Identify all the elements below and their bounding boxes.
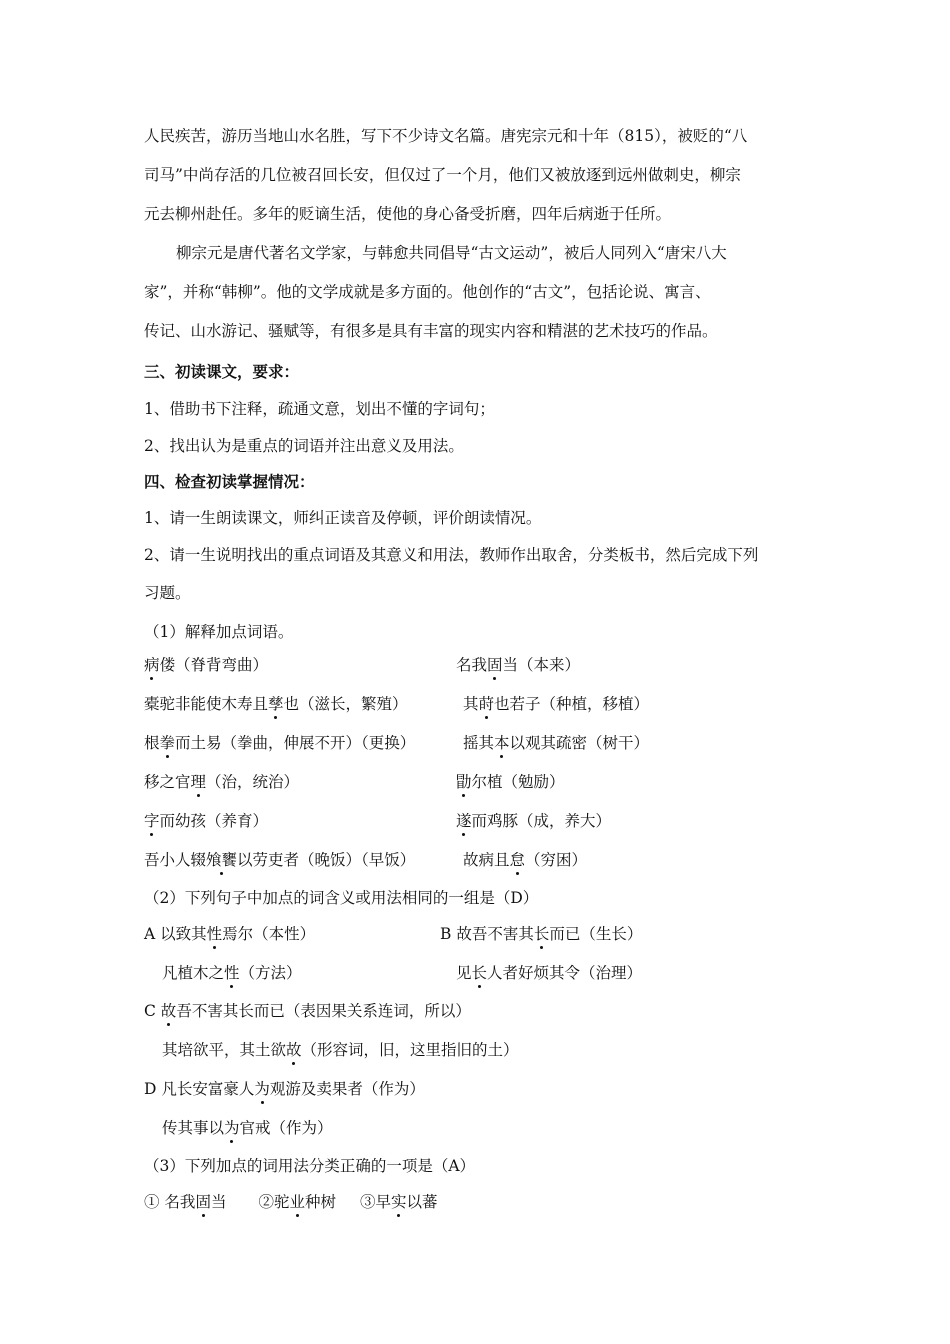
vocab-left: 字而幼孩（养育） [144,812,269,830]
intro-line: 人民疾苦，游历当地山水名胜，写下不少诗文名篇。唐宪宗元和十年（815），被贬的“八 [144,127,748,145]
option-a-2: 凡植木之性（方法） [162,964,302,982]
q3-items [144,1192,438,1212]
option-a-1: A 以致其性焉尔（本性） [144,925,316,943]
option-b-2: 见长人者好烦其令（治理） [456,964,643,982]
option-b-1: B 故吾不害其长而已（生长） [440,925,643,943]
option-d-2: 传其事以为官戒（作为） [162,1119,333,1137]
option-c-1: C 故吾不害其长而已（表因果关系连词，所以） [144,1002,471,1020]
vocab-left: 根拳而土易（拳曲，伸展不开）（更换） [144,734,416,752]
question-title: （3）下列加点的词用法分类正确的一项是（A） [144,1157,476,1175]
question-title: （1）解释加点词语。 [144,623,294,641]
q3-item: ③早实以蕃 [360,1193,438,1211]
vocab-right: 遂而鸡豚（成，养大） [456,812,612,830]
list-item: 1、请一生朗读课文，师纠正读音及停顿，评价朗读情况。 [144,509,542,527]
question-title: （2）下列句子中加点的词含义或用法相同的一组是（D） [144,889,539,907]
list-item: 2、请一生说明找出的重点词语及其意义和用法，教师作出取舍，分类板书，然后完成下列 [144,546,759,564]
section-heading: 四、检查初读掌握情况： [144,472,315,491]
intro-line: 家”，并称“韩柳”。他的文学成就是多方面的。他创作的“古文”，包括论说、寓言、 [144,283,711,301]
vocab-right: 其莳也若子（种植，移植） [463,695,650,713]
vocab-right: 故病且怠（穷困） [463,851,588,869]
vocab-left: 吾小人辍飧饔以劳吏者（晚饭）（早饭） [144,851,416,869]
list-item: 习题。 [144,584,191,602]
list-item: 2、找出认为是重点的词语并注出意义及用法。 [144,437,464,455]
intro-line: 元去柳州赴任。多年的贬谪生活，使他的身心备受折磨，四年后病逝于任所。 [144,205,672,223]
vocab-right: 摇其本以观其疏密（树干） [463,734,650,752]
list-item: 1、借助书下注释，疏通文意，划出不懂的字词句； [144,400,495,418]
vocab-left: 橐驼非能使木寿且孳也（滋长，繁殖） [144,695,408,713]
q3-item: ① 名我固当 [144,1193,227,1211]
vocab-right: 勖尔植（勉励） [456,773,565,791]
vocab-left: 移之官理（治，统治） [144,773,300,791]
q3-item: ②驼业种树 [258,1193,337,1211]
intro-line: 司马”中尚存活的几位被召回长安，但仅过了一个月，他们又被放逐到远州做刺史，柳宗 [144,166,741,184]
intro-line: 传记、山水游记、骚赋等，有很多是具有丰富的现实内容和精湛的艺术技巧的作品。 [144,322,718,340]
option-c-2: 其培欲平，其土欲故（形容词，旧，这里指旧的土） [162,1041,519,1059]
section-heading: 三、初读课文，要求： [144,362,300,381]
option-d-1: D 凡长安富豪人为观游及卖果者（作为） [144,1080,425,1098]
intro-line: 柳宗元是唐代著名文学家，与韩愈共同倡导“古文运动”，被后人同列入“唐宋八大 [176,244,727,262]
vocab-left: 病偻（脊背弯曲） [144,656,269,674]
vocab-right: 名我固当（本来） [456,656,581,674]
